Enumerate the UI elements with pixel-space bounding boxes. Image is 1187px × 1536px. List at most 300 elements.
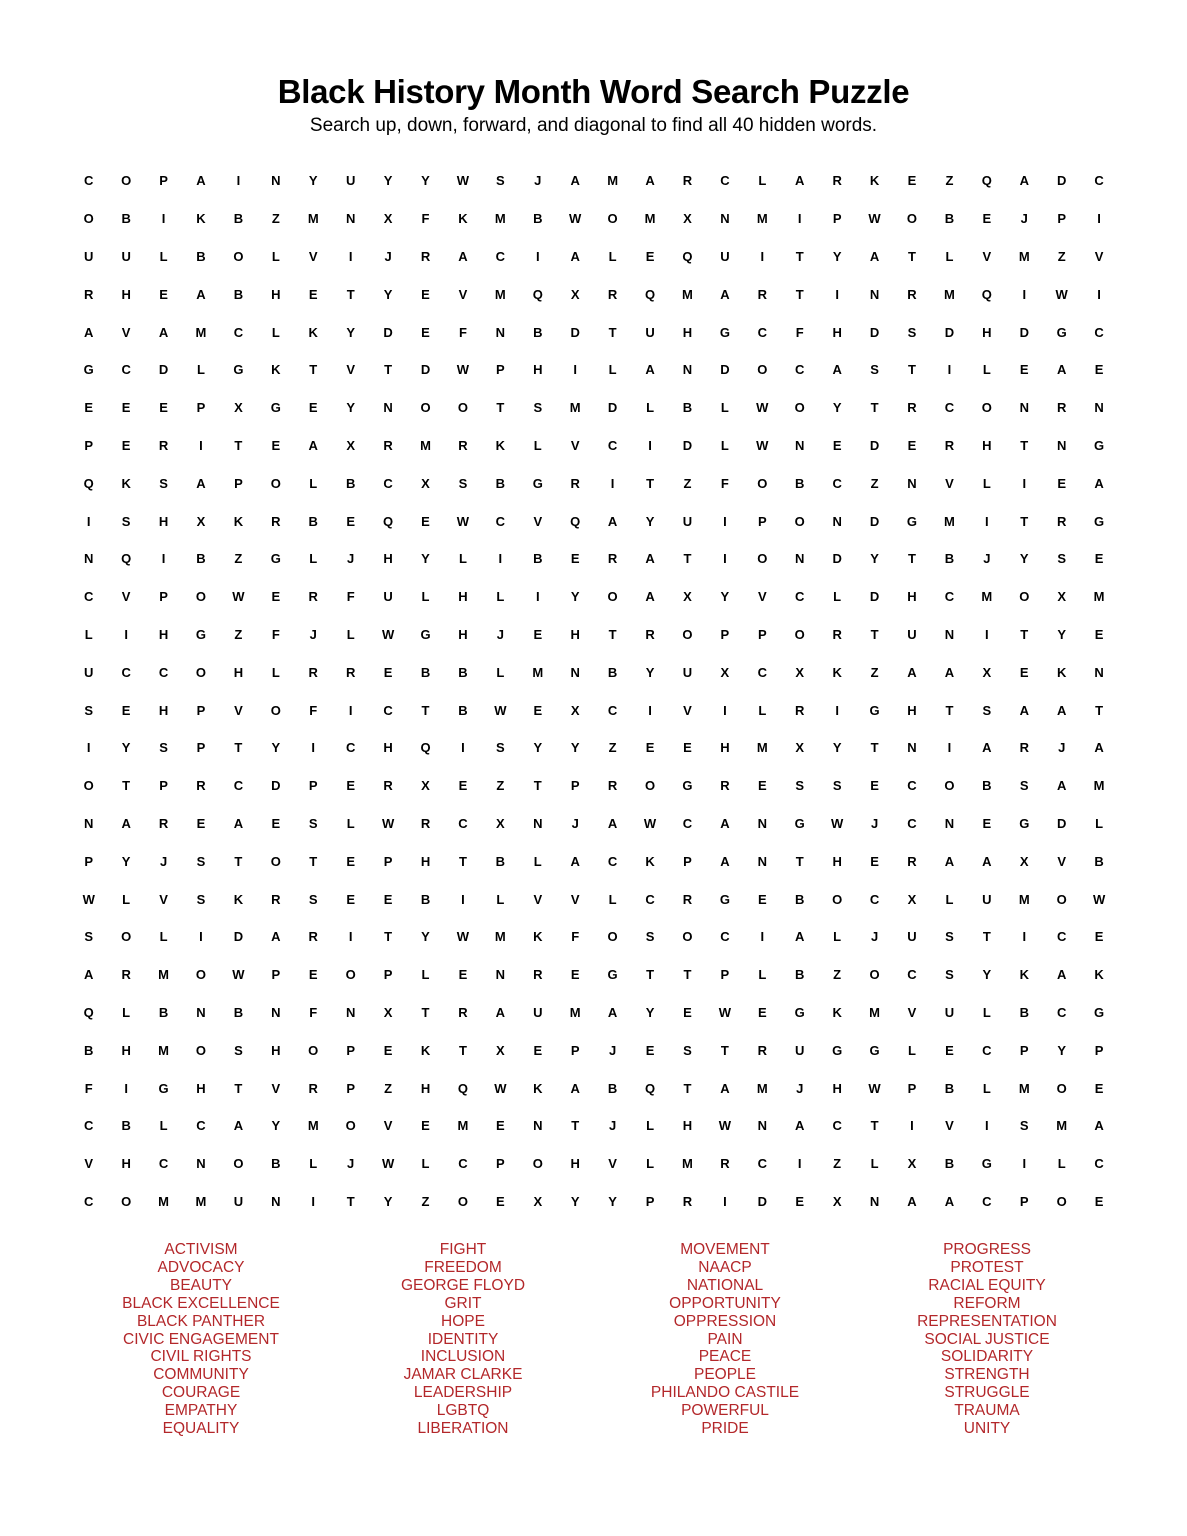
- grid-letter[interactable]: Y: [645, 1004, 655, 1020]
- grid-letter[interactable]: N: [345, 211, 356, 227]
- grid-letter[interactable]: C: [84, 1118, 94, 1134]
- grid-letter[interactable]: K: [1056, 664, 1067, 680]
- grid-letter[interactable]: N: [907, 475, 917, 491]
- grid-letter[interactable]: A: [271, 929, 281, 945]
- grid-letter[interactable]: I: [311, 740, 316, 756]
- grid-letter[interactable]: X: [832, 1193, 842, 1209]
- grid-letter[interactable]: K: [196, 211, 206, 227]
- grid-letter[interactable]: T: [608, 626, 617, 642]
- grid-letter[interactable]: T: [795, 853, 804, 869]
- grid-letter[interactable]: C: [121, 664, 131, 680]
- grid-letter[interactable]: O: [457, 400, 468, 416]
- grid-letter[interactable]: Q: [682, 248, 693, 264]
- grid-letter[interactable]: E: [533, 702, 543, 718]
- grid-letter[interactable]: O: [308, 1042, 319, 1058]
- grid-letter[interactable]: O: [233, 1156, 244, 1172]
- grid-letter[interactable]: B: [533, 211, 543, 227]
- grid-letter[interactable]: R: [271, 513, 281, 529]
- grid-letter[interactable]: T: [608, 324, 617, 340]
- grid-letter[interactable]: P: [757, 513, 767, 529]
- grid-letter[interactable]: H: [420, 853, 431, 869]
- grid-letter[interactable]: W: [756, 437, 769, 453]
- grid-letter[interactable]: E: [645, 740, 655, 756]
- grid-letter[interactable]: W: [456, 929, 470, 945]
- grid-letter[interactable]: F: [458, 324, 467, 340]
- grid-letter[interactable]: U: [345, 173, 356, 189]
- grid-letter[interactable]: P: [757, 626, 767, 642]
- grid-letter[interactable]: A: [907, 1193, 917, 1209]
- grid-letter[interactable]: I: [461, 740, 465, 756]
- grid-letter[interactable]: Y: [271, 1118, 281, 1134]
- grid-letter[interactable]: V: [683, 702, 692, 718]
- grid-letter[interactable]: J: [347, 1156, 355, 1172]
- grid-letter[interactable]: V: [271, 1080, 281, 1096]
- grid-letter[interactable]: W: [232, 967, 245, 983]
- grid-letter[interactable]: R: [720, 1156, 730, 1172]
- grid-letter[interactable]: G: [719, 891, 730, 907]
- grid-letter[interactable]: S: [870, 362, 879, 378]
- grid-letter[interactable]: N: [682, 362, 693, 378]
- grid-letter[interactable]: A: [308, 437, 318, 453]
- grid-letter[interactable]: V: [757, 589, 767, 605]
- grid-letter[interactable]: W: [831, 815, 844, 831]
- grid-letter[interactable]: B: [458, 664, 468, 680]
- grid-letter[interactable]: W: [756, 400, 769, 416]
- grid-letter[interactable]: C: [982, 1042, 992, 1058]
- grid-letter[interactable]: A: [570, 853, 580, 869]
- grid-letter[interactable]: R: [308, 929, 318, 945]
- grid-letter[interactable]: A: [458, 248, 468, 264]
- grid-letter[interactable]: H: [383, 551, 393, 567]
- grid-letter[interactable]: A: [84, 967, 94, 983]
- grid-letter[interactable]: S: [196, 891, 206, 907]
- grid-letter[interactable]: T: [683, 551, 692, 567]
- grid-letter[interactable]: G: [869, 1042, 880, 1058]
- grid-letter[interactable]: V: [234, 702, 243, 718]
- grid-letter[interactable]: A: [1094, 740, 1104, 756]
- grid-letter[interactable]: O: [981, 400, 992, 416]
- grid-letter[interactable]: X: [683, 211, 692, 227]
- grid-letter[interactable]: C: [158, 664, 169, 680]
- grid-letter[interactable]: N: [1094, 664, 1104, 680]
- grid-letter[interactable]: E: [308, 967, 318, 983]
- grid-letter[interactable]: I: [161, 211, 166, 227]
- grid-letter[interactable]: A: [720, 815, 730, 831]
- grid-letter[interactable]: Y: [346, 400, 355, 416]
- grid-letter[interactable]: P: [271, 967, 281, 983]
- grid-letter[interactable]: S: [196, 853, 206, 869]
- grid-letter[interactable]: E: [1094, 929, 1104, 945]
- grid-letter[interactable]: C: [757, 664, 767, 680]
- grid-letter[interactable]: H: [682, 1118, 693, 1134]
- grid-letter[interactable]: Z: [234, 551, 243, 567]
- grid-letter[interactable]: Z: [234, 626, 243, 642]
- grid-letter[interactable]: I: [797, 211, 802, 227]
- grid-letter[interactable]: A: [645, 551, 655, 567]
- grid-letter[interactable]: L: [271, 324, 280, 340]
- grid-letter[interactable]: J: [870, 929, 879, 945]
- grid-letter[interactable]: V: [1094, 248, 1104, 264]
- grid-letter[interactable]: P: [720, 626, 730, 642]
- grid-letter[interactable]: O: [270, 475, 281, 491]
- grid-letter[interactable]: P: [196, 400, 206, 416]
- grid-letter[interactable]: B: [196, 248, 206, 264]
- grid-letter[interactable]: I: [161, 551, 166, 567]
- grid-letter[interactable]: P: [496, 362, 505, 378]
- grid-letter[interactable]: A: [1056, 967, 1067, 983]
- grid-letter[interactable]: T: [1020, 437, 1029, 453]
- grid-letter[interactable]: P: [308, 778, 318, 794]
- grid-letter[interactable]: R: [907, 286, 917, 302]
- grid-letter[interactable]: O: [345, 1118, 356, 1134]
- grid-letter[interactable]: X: [1057, 589, 1067, 605]
- grid-letter[interactable]: M: [756, 1080, 768, 1096]
- grid-letter[interactable]: H: [121, 1156, 131, 1172]
- grid-letter[interactable]: G: [794, 815, 805, 831]
- grid-letter[interactable]: I: [723, 551, 727, 567]
- grid-letter[interactable]: N: [757, 1118, 767, 1134]
- grid-letter[interactable]: E: [1019, 664, 1029, 680]
- grid-letter[interactable]: Y: [645, 513, 655, 529]
- grid-letter[interactable]: G: [869, 702, 880, 718]
- grid-letter[interactable]: I: [348, 248, 353, 264]
- grid-letter[interactable]: L: [608, 248, 617, 264]
- grid-letter[interactable]: U: [645, 324, 655, 340]
- grid-letter[interactable]: T: [421, 702, 430, 718]
- grid-letter[interactable]: D: [1056, 173, 1067, 189]
- grid-letter[interactable]: L: [346, 815, 355, 831]
- grid-letter[interactable]: F: [309, 1004, 318, 1020]
- grid-letter[interactable]: O: [270, 853, 281, 869]
- grid-letter[interactable]: L: [122, 891, 131, 907]
- grid-letter[interactable]: L: [346, 626, 355, 642]
- grid-letter[interactable]: U: [720, 248, 730, 264]
- grid-letter[interactable]: R: [907, 400, 917, 416]
- grid-letter[interactable]: C: [795, 362, 805, 378]
- grid-letter[interactable]: G: [420, 626, 431, 642]
- grid-letter[interactable]: Z: [870, 475, 879, 491]
- grid-letter[interactable]: A: [196, 286, 206, 302]
- grid-letter[interactable]: S: [234, 1042, 243, 1058]
- grid-letter[interactable]: R: [795, 702, 805, 718]
- grid-letter[interactable]: N: [720, 211, 730, 227]
- grid-letter[interactable]: V: [346, 362, 355, 378]
- grid-letter[interactable]: M: [420, 437, 431, 453]
- grid-letter[interactable]: C: [757, 1156, 767, 1172]
- grid-letter[interactable]: B: [233, 286, 244, 302]
- grid-letter[interactable]: Y: [832, 248, 842, 264]
- grid-letter[interactable]: F: [571, 929, 580, 945]
- grid-letter[interactable]: H: [570, 1156, 580, 1172]
- grid-letter[interactable]: I: [835, 286, 839, 302]
- grid-letter[interactable]: E: [1094, 1193, 1104, 1209]
- grid-letter[interactable]: D: [233, 929, 244, 945]
- grid-letter[interactable]: E: [982, 211, 992, 227]
- grid-letter[interactable]: L: [608, 362, 617, 378]
- grid-letter[interactable]: I: [1097, 211, 1101, 227]
- grid-letter[interactable]: H: [121, 1042, 131, 1058]
- grid-letter[interactable]: S: [907, 324, 917, 340]
- grid-letter[interactable]: O: [794, 400, 805, 416]
- grid-letter[interactable]: T: [908, 248, 916, 264]
- grid-letter[interactable]: B: [196, 551, 206, 567]
- grid-letter[interactable]: X: [533, 1193, 543, 1209]
- grid-letter[interactable]: T: [1020, 513, 1029, 529]
- grid-letter[interactable]: A: [944, 1193, 955, 1209]
- grid-letter[interactable]: P: [159, 589, 168, 605]
- grid-letter[interactable]: O: [794, 626, 805, 642]
- grid-letter[interactable]: C: [982, 1193, 992, 1209]
- grid-letter[interactable]: L: [758, 173, 767, 189]
- grid-letter[interactable]: T: [234, 1080, 243, 1096]
- grid-letter[interactable]: Q: [532, 286, 543, 302]
- grid-letter[interactable]: V: [982, 248, 992, 264]
- grid-letter[interactable]: R: [1056, 400, 1067, 416]
- grid-letter[interactable]: M: [307, 1118, 319, 1134]
- grid-letter[interactable]: J: [384, 248, 392, 264]
- grid-letter[interactable]: I: [573, 362, 577, 378]
- grid-letter[interactable]: R: [832, 626, 842, 642]
- grid-letter[interactable]: I: [1022, 475, 1027, 491]
- grid-letter[interactable]: H: [832, 853, 842, 869]
- grid-letter[interactable]: Y: [308, 173, 318, 189]
- grid-letter[interactable]: H: [832, 1080, 842, 1096]
- grid-letter[interactable]: E: [84, 400, 94, 416]
- grid-letter[interactable]: P: [570, 1042, 580, 1058]
- grid-letter[interactable]: T: [384, 362, 393, 378]
- grid-letter[interactable]: R: [383, 778, 393, 794]
- grid-letter[interactable]: V: [308, 248, 318, 264]
- grid-letter[interactable]: E: [496, 1118, 505, 1134]
- grid-letter[interactable]: Q: [83, 1004, 94, 1020]
- grid-letter[interactable]: A: [1056, 702, 1067, 718]
- grid-letter[interactable]: P: [346, 1042, 355, 1058]
- grid-letter[interactable]: T: [908, 551, 916, 567]
- grid-letter[interactable]: L: [982, 362, 991, 378]
- grid-letter[interactable]: L: [421, 589, 430, 605]
- grid-letter[interactable]: C: [907, 967, 917, 983]
- grid-letter[interactable]: E: [421, 324, 430, 340]
- grid-letter[interactable]: R: [121, 967, 131, 983]
- grid-letter[interactable]: R: [1056, 513, 1067, 529]
- grid-letter[interactable]: T: [384, 929, 393, 945]
- grid-letter[interactable]: C: [907, 815, 917, 831]
- grid-letter[interactable]: H: [121, 286, 131, 302]
- grid-letter[interactable]: T: [122, 778, 131, 794]
- grid-letter[interactable]: T: [309, 362, 318, 378]
- grid-letter[interactable]: E: [870, 853, 879, 869]
- grid-letter[interactable]: T: [496, 400, 505, 416]
- grid-letter[interactable]: U: [795, 1042, 805, 1058]
- grid-letter[interactable]: N: [869, 1193, 880, 1209]
- grid-letter[interactable]: E: [683, 1004, 692, 1020]
- grid-letter[interactable]: E: [346, 853, 355, 869]
- grid-letter[interactable]: A: [196, 475, 206, 491]
- grid-letter[interactable]: T: [908, 362, 916, 378]
- grid-letter[interactable]: R: [158, 815, 169, 831]
- grid-letter[interactable]: O: [944, 778, 955, 794]
- grid-letter[interactable]: T: [720, 1042, 729, 1058]
- grid-letter[interactable]: X: [196, 513, 206, 529]
- grid-letter[interactable]: H: [158, 513, 169, 529]
- grid-letter[interactable]: P: [496, 1156, 505, 1172]
- grid-letter[interactable]: N: [271, 1193, 281, 1209]
- grid-letter[interactable]: A: [570, 248, 580, 264]
- grid-letter[interactable]: Z: [870, 664, 879, 680]
- grid-letter[interactable]: P: [1057, 211, 1067, 227]
- grid-letter[interactable]: M: [158, 1193, 169, 1209]
- grid-letter[interactable]: A: [1094, 1118, 1104, 1134]
- grid-letter[interactable]: H: [982, 437, 992, 453]
- grid-letter[interactable]: O: [794, 513, 805, 529]
- grid-letter[interactable]: D: [944, 324, 955, 340]
- grid-letter[interactable]: M: [1056, 1118, 1068, 1134]
- grid-letter[interactable]: H: [533, 362, 543, 378]
- grid-letter[interactable]: C: [121, 362, 131, 378]
- grid-letter[interactable]: R: [308, 589, 318, 605]
- grid-letter[interactable]: L: [421, 1156, 430, 1172]
- grid-letter[interactable]: L: [159, 1118, 168, 1134]
- grid-letter[interactable]: W: [494, 1080, 507, 1096]
- grid-letter[interactable]: D: [869, 589, 880, 605]
- grid-letter[interactable]: L: [496, 891, 505, 907]
- grid-letter[interactable]: Z: [833, 967, 842, 983]
- grid-letter[interactable]: C: [944, 400, 955, 416]
- grid-letter[interactable]: E: [533, 1042, 543, 1058]
- grid-letter[interactable]: J: [870, 815, 879, 831]
- grid-letter[interactable]: O: [832, 891, 843, 907]
- grid-letter[interactable]: X: [795, 664, 805, 680]
- grid-letter[interactable]: W: [381, 1156, 395, 1172]
- grid-letter[interactable]: E: [570, 967, 580, 983]
- grid-letter[interactable]: W: [718, 1118, 732, 1134]
- grid-letter[interactable]: Y: [1019, 551, 1029, 567]
- grid-letter[interactable]: L: [945, 248, 954, 264]
- grid-letter[interactable]: A: [1019, 173, 1029, 189]
- grid-letter[interactable]: U: [121, 248, 131, 264]
- grid-letter[interactable]: U: [233, 1193, 244, 1209]
- grid-letter[interactable]: B: [944, 551, 955, 567]
- grid-letter[interactable]: R: [420, 248, 431, 264]
- grid-letter[interactable]: N: [271, 1004, 281, 1020]
- grid-letter[interactable]: B: [84, 1042, 94, 1058]
- grid-letter[interactable]: L: [608, 891, 617, 907]
- grid-letter[interactable]: Z: [608, 740, 617, 756]
- grid-letter[interactable]: O: [607, 211, 618, 227]
- grid-letter[interactable]: Y: [121, 853, 131, 869]
- grid-letter[interactable]: D: [570, 324, 580, 340]
- grid-letter[interactable]: P: [383, 967, 393, 983]
- grid-letter[interactable]: J: [347, 551, 355, 567]
- grid-letter[interactable]: C: [458, 1156, 468, 1172]
- grid-letter[interactable]: L: [496, 664, 505, 680]
- grid-letter[interactable]: R: [458, 437, 468, 453]
- grid-letter[interactable]: T: [945, 702, 954, 718]
- grid-letter[interactable]: P: [570, 778, 580, 794]
- grid-letter[interactable]: L: [982, 1080, 991, 1096]
- grid-letter[interactable]: S: [1019, 778, 1029, 794]
- grid-letter[interactable]: I: [760, 929, 765, 945]
- grid-letter[interactable]: C: [383, 475, 393, 491]
- grid-letter[interactable]: R: [533, 967, 543, 983]
- grid-letter[interactable]: A: [869, 248, 880, 264]
- grid-letter[interactable]: G: [719, 324, 730, 340]
- grid-letter[interactable]: E: [159, 400, 168, 416]
- grid-letter[interactable]: I: [648, 702, 652, 718]
- grid-letter[interactable]: I: [985, 1118, 989, 1134]
- grid-letter[interactable]: P: [832, 211, 842, 227]
- grid-letter[interactable]: T: [870, 740, 879, 756]
- grid-letter[interactable]: C: [795, 589, 805, 605]
- grid-letter[interactable]: J: [1058, 740, 1066, 756]
- grid-letter[interactable]: Q: [83, 475, 94, 491]
- grid-letter[interactable]: T: [870, 1118, 879, 1134]
- grid-letter[interactable]: G: [981, 1156, 992, 1172]
- grid-letter[interactable]: X: [907, 1156, 917, 1172]
- grid-letter[interactable]: L: [533, 853, 542, 869]
- grid-letter[interactable]: T: [870, 400, 879, 416]
- grid-letter[interactable]: X: [383, 1004, 393, 1020]
- grid-letter[interactable]: P: [1094, 1042, 1104, 1058]
- grid-letter[interactable]: Y: [421, 929, 430, 945]
- grid-letter[interactable]: C: [1094, 173, 1104, 189]
- grid-letter[interactable]: E: [645, 248, 655, 264]
- grid-letter[interactable]: Z: [271, 211, 280, 227]
- grid-letter[interactable]: A: [982, 740, 992, 756]
- grid-letter[interactable]: C: [196, 1118, 206, 1134]
- grid-letter[interactable]: Y: [383, 286, 393, 302]
- grid-letter[interactable]: B: [795, 891, 805, 907]
- grid-letter[interactable]: O: [1056, 1080, 1067, 1096]
- grid-letter[interactable]: E: [757, 1004, 767, 1020]
- grid-letter[interactable]: N: [1019, 400, 1029, 416]
- grid-letter[interactable]: W: [232, 589, 245, 605]
- grid-letter[interactable]: C: [757, 324, 767, 340]
- grid-letter[interactable]: G: [906, 513, 918, 529]
- grid-letter[interactable]: I: [985, 513, 989, 529]
- grid-letter[interactable]: R: [682, 1193, 693, 1209]
- grid-letter[interactable]: S: [159, 740, 168, 756]
- grid-letter[interactable]: I: [760, 248, 765, 264]
- grid-letter[interactable]: L: [870, 1156, 879, 1172]
- grid-letter[interactable]: Z: [421, 1193, 430, 1209]
- grid-letter[interactable]: M: [195, 324, 207, 340]
- grid-letter[interactable]: O: [607, 589, 618, 605]
- grid-letter[interactable]: T: [1020, 626, 1029, 642]
- grid-letter[interactable]: P: [84, 437, 94, 453]
- grid-letter[interactable]: O: [83, 211, 94, 227]
- grid-letter[interactable]: M: [1018, 248, 1030, 264]
- grid-letter[interactable]: Z: [833, 1156, 842, 1172]
- grid-letter[interactable]: A: [1056, 778, 1067, 794]
- grid-letter[interactable]: M: [869, 1004, 880, 1020]
- grid-letter[interactable]: K: [1019, 967, 1029, 983]
- grid-letter[interactable]: G: [270, 551, 281, 567]
- grid-letter[interactable]: R: [682, 891, 693, 907]
- grid-letter[interactable]: N: [1094, 400, 1104, 416]
- grid-letter[interactable]: M: [1018, 891, 1030, 907]
- grid-letter[interactable]: W: [381, 626, 395, 642]
- grid-letter[interactable]: A: [645, 173, 655, 189]
- grid-letter[interactable]: A: [1094, 475, 1104, 491]
- grid-letter[interactable]: K: [271, 362, 281, 378]
- grid-letter[interactable]: N: [84, 551, 94, 567]
- grid-letter[interactable]: O: [757, 362, 768, 378]
- grid-letter[interactable]: D: [158, 362, 169, 378]
- grid-letter[interactable]: N: [1056, 437, 1067, 453]
- grid-letter[interactable]: E: [1019, 362, 1029, 378]
- grid-letter[interactable]: J: [534, 173, 542, 189]
